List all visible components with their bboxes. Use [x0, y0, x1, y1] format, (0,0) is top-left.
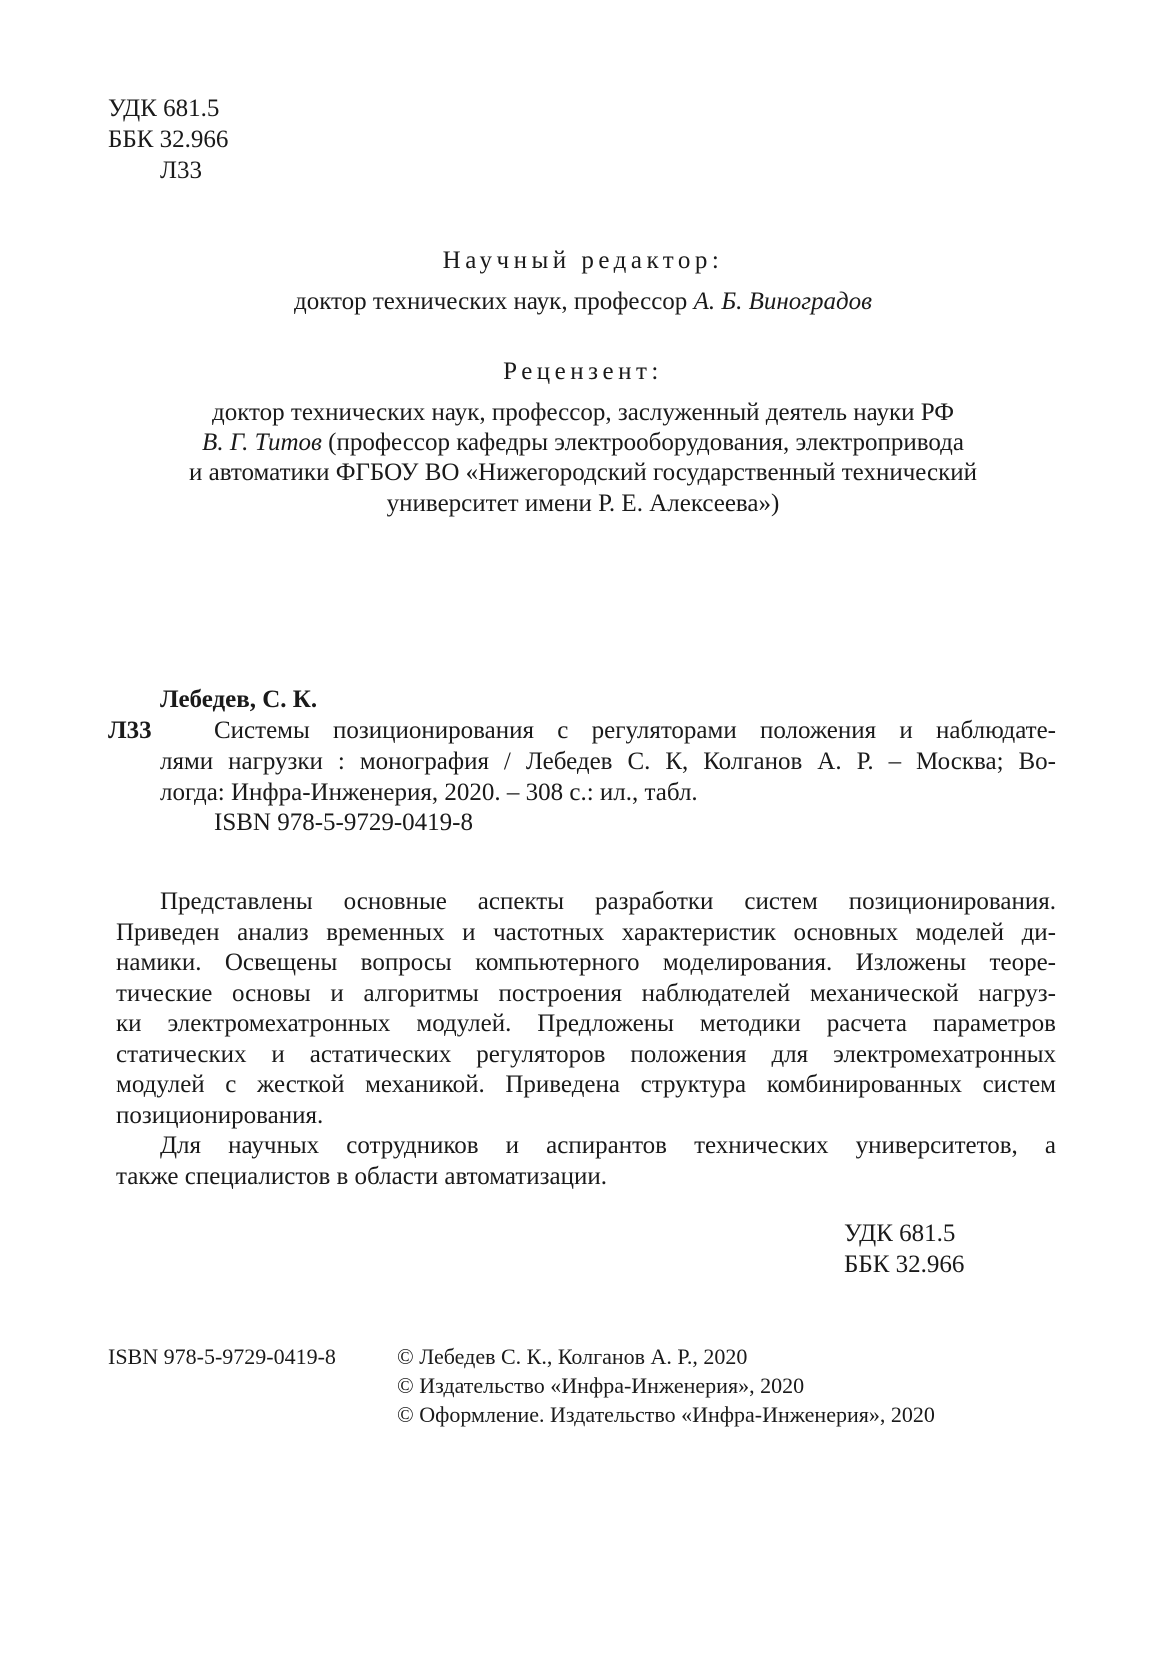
- author-sign-top: Л33: [160, 157, 202, 184]
- audience-line-1: Для научных сотрудников и аспирантов технических университетов, а: [160, 1132, 1056, 1159]
- bib-title-line-2: лями нагрузки : монография / Лебедев С. К, Колганов А. Р. – Москва; Во-: [160, 748, 1056, 775]
- bbk-code-bottom: ББК 32.966: [844, 1251, 965, 1278]
- reviewer-line-4: университет имени Р. Е. Алексеева»): [386, 490, 780, 517]
- bib-isbn: ISBN 978-5-9729-0419-8: [214, 809, 474, 836]
- abstract-line-4: тические основы и алгоритмы построения наблюдателей механической нагруз-: [116, 980, 1056, 1007]
- abstract-line-8: позиционирования.: [116, 1102, 324, 1129]
- bib-sign: Л33: [108, 717, 152, 744]
- abstract-line-5: ки электромехатронных модулей. Предложены методики расчета параметров: [116, 1010, 1056, 1037]
- abstract-line-2: Приведен анализ временных и частотных характеристик основных моделей ди-: [116, 919, 1056, 946]
- bbk-code-top: ББК 32.966: [108, 126, 229, 153]
- reviewer-line-3: и автоматики ФГБОУ ВО «Нижегородский государственный технический: [189, 459, 977, 486]
- reviewer-line-1: доктор технических наук, профессор, заслуженный деятель науки РФ: [212, 399, 954, 426]
- copyright-design: © Оформление. Издательство «Инфра-Инженерия», 2020: [397, 1402, 935, 1427]
- copyright-publisher: © Издательство «Инфра-Инженерия», 2020: [397, 1373, 805, 1398]
- reviewer-name: В. Г. Титов: [202, 429, 322, 456]
- bib-title-line-1: Системы позиционирования с регуляторами положения и наблюдате-: [214, 717, 1056, 744]
- editor-name: А. Б. Виноградов: [693, 288, 873, 315]
- editor-line: [0, 285, 1166, 318]
- reviewer-affiliation: (профессор кафедры электрооборудования, электропривода: [321, 429, 964, 456]
- udk-code-top: УДК 681.5: [108, 95, 220, 122]
- editor-heading: Научный редактор:: [442, 247, 724, 274]
- reviewer-line-2: [0, 426, 1166, 459]
- bib-title-line-3: логда: Инфра-Инженерия, 2020. – 308 с.: ил., табл.: [160, 779, 698, 806]
- abstract-line-1: Представлены основные аспекты разработки систем позиционирования.: [160, 888, 1056, 915]
- abstract-line-7: модулей с жесткой механикой. Приведена структура комбинированных систем: [116, 1071, 1056, 1098]
- bib-author: Лебедев, С. К.: [160, 686, 318, 713]
- audience-line-2: также специалистов в области автоматизации.: [116, 1163, 608, 1190]
- copyright-authors: © Лебедев С. К., Колганов А. Р., 2020: [397, 1344, 748, 1369]
- udk-code-bottom: УДК 681.5: [844, 1220, 956, 1247]
- reviewer-heading: Рецензент:: [503, 358, 663, 385]
- footer-isbn: ISBN 978-5-9729-0419-8: [108, 1344, 336, 1369]
- abstract-line-6: статических и астатических регуляторов положения для электромехатронных: [116, 1041, 1056, 1068]
- abstract-line-3: намики. Освещены вопросы компьютерного моделирования. Изложены теоре-: [116, 949, 1056, 976]
- editor-desc: доктор технических наук, профессор: [293, 288, 694, 315]
